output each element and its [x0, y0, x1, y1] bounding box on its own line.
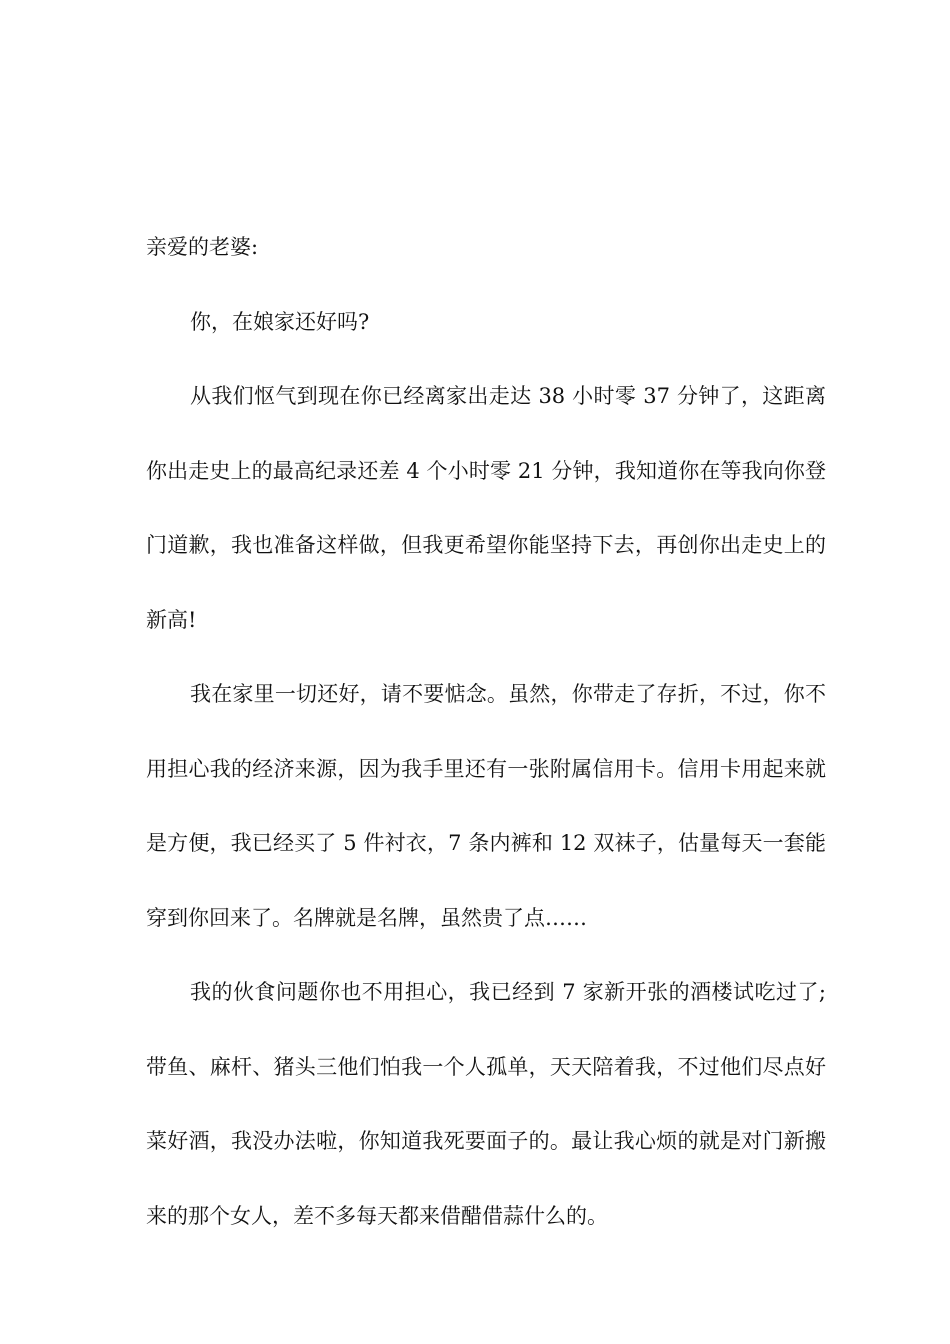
letter-paragraph-2: 从我们怄气到现在你已经离家出走达 38 小时零 37 分钟了，这距离你出走史上的最高纪录还差 4 个小时零 21 分钟，我知道你在等我向你登门道歉，我也准备这样做，但我更希望你能坚持下去，再创你出走史上的新高! — [146, 384, 826, 632]
letter-paragraph-1: 你，在娘家还好吗? — [190, 309, 370, 334]
letter-paragraph-3: 我在家里一切还好，请不要惦念。虽然，你带走了存折，不过，你不用担心我的经济来源，因为我手里还有一张附属信用卡。信用卡用起来就是方便，我已经买了 5 件衬衣，7 条内裤和 12 双袜子，估量每天一套能穿到你回来了。名牌就是名牌，虽然贵了点…… — [146, 682, 826, 930]
letter-salutation: 亲爱的老婆: — [146, 235, 259, 259]
letter-body — [146, 210, 826, 1253]
letter-paragraph-4: 我的伙食问题你也不用担心，我已经到 7 家新开张的酒楼试吃过了;带鱼、麻杆、猪头三他们怕我一个人孤单，天天陪着我，不过他们尽点好菜好酒，我没办法啦，你知道我死要面子的。最让我心烦的就是对门新搬来的那个女人，差不多每天都来借醋借蒜什么的。 — [146, 980, 826, 1228]
